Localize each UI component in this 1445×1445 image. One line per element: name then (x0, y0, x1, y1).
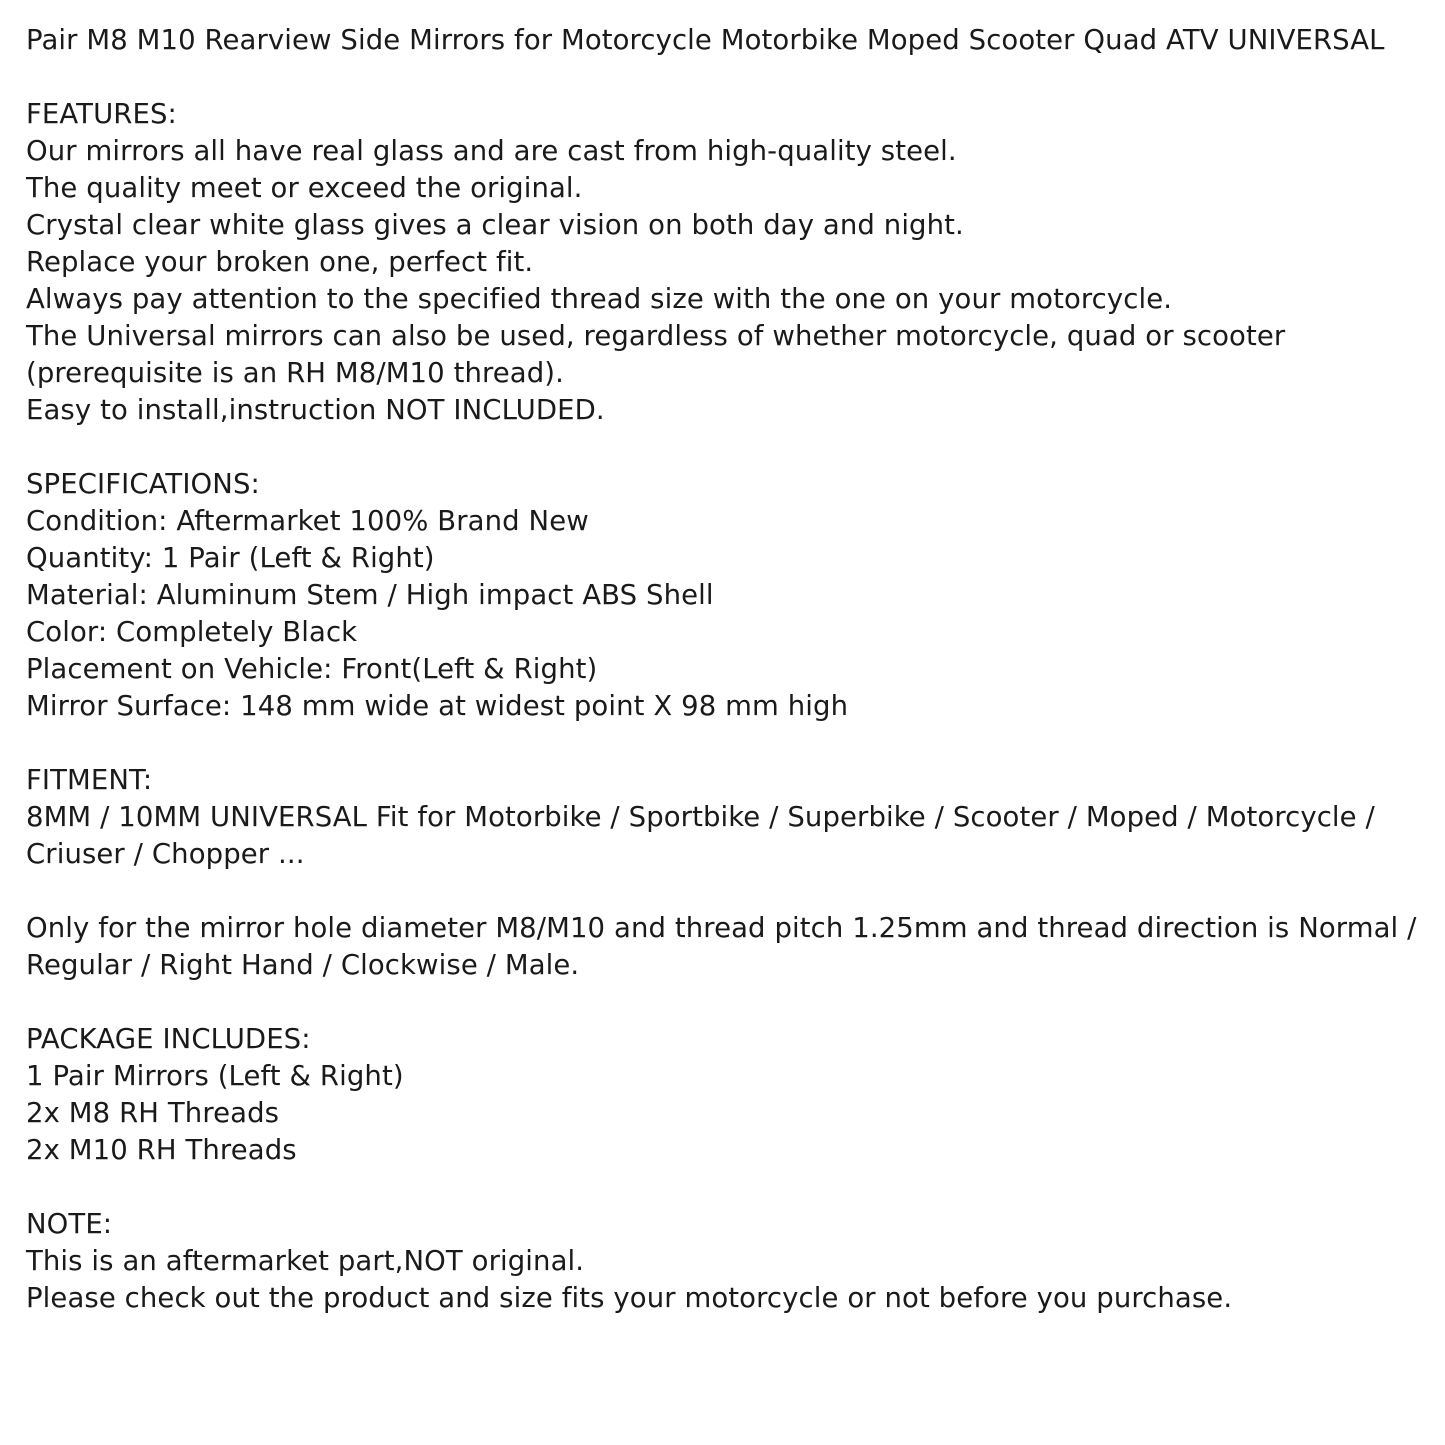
spacer (26, 873, 1419, 910)
section-fitment (26, 762, 1419, 873)
section-heading: SPECIFICATIONS: (26, 468, 260, 500)
section-line: Mirror Surface: 148 mm wide at widest point X 98 mm high (26, 690, 849, 722)
section-line: Please check out the product and size fits your motorcycle or not before you purchase. (26, 1282, 1233, 1314)
page-title: Pair M8 M10 Rearview Side Mirrors for Motorcycle Motorbike Moped Scooter Quad ATV UNIVERSAL (26, 24, 1385, 56)
section-line: Material: Aluminum Stem / High impact ABS Shell (26, 579, 714, 611)
section-line: 1 Pair Mirrors (Left & Right) (26, 1060, 404, 1092)
section-line: Color: Completely Black (26, 616, 358, 648)
section-thread-detail (26, 910, 1419, 984)
section-heading: FEATURES: (26, 98, 177, 130)
section-line: This is an aftermarket part,NOT original. (26, 1245, 585, 1277)
section-heading: PACKAGE INCLUDES: (26, 1023, 311, 1055)
section-note (26, 1206, 1419, 1317)
section-line: Our mirrors all have real glass and are cast from high-quality steel. (26, 135, 957, 167)
section-line: Crystal clear white glass gives a clear vision on both day and night. (26, 209, 964, 241)
section-line: Easy to install,instruction NOT INCLUDED. (26, 394, 605, 426)
section-line: Replace your broken one, perfect fit. (26, 246, 534, 278)
spacer (26, 429, 1419, 466)
section-line: 2x M10 RH Threads (26, 1134, 297, 1166)
spacer (26, 725, 1419, 762)
section-line: Regular / Right Hand / Clockwise / Male. (26, 949, 580, 981)
section-line: Always pay attention to the specified thread size with the one on your motorcycle. (26, 283, 1173, 315)
spacer (26, 59, 1419, 96)
section-features (26, 96, 1419, 429)
section-line: Criuser / Chopper ... (26, 838, 305, 870)
spacer (26, 1169, 1419, 1206)
section-line: The quality meet or exceed the original. (26, 172, 583, 204)
spacer (26, 984, 1419, 1021)
section-line: Condition: Aftermarket 100% Brand New (26, 505, 589, 537)
section-line: 2x M8 RH Threads (26, 1097, 280, 1129)
section-heading: FITMENT: (26, 764, 153, 796)
section-heading: NOTE: (26, 1208, 113, 1240)
section-line: 8MM / 10MM UNIVERSAL Fit for Motorbike / Sportbike / Superbike / Scooter / Moped / Motorcycle / (26, 801, 1375, 833)
section-line: Placement on Vehicle: Front(Left & Right) (26, 653, 598, 685)
section-line: Quantity: 1 Pair (Left & Right) (26, 542, 435, 574)
section-line: (prerequisite is an RH M8/M10 thread). (26, 357, 564, 389)
section-line: The Universal mirrors can also be used, regardless of whether motorcycle, quad or scooter (26, 320, 1286, 352)
section-specifications (26, 466, 1419, 725)
section-line: Only for the mirror hole diameter M8/M10 and thread pitch 1.25mm and thread direction is Normal / (26, 912, 1417, 944)
section-package-includes (26, 1021, 1419, 1169)
